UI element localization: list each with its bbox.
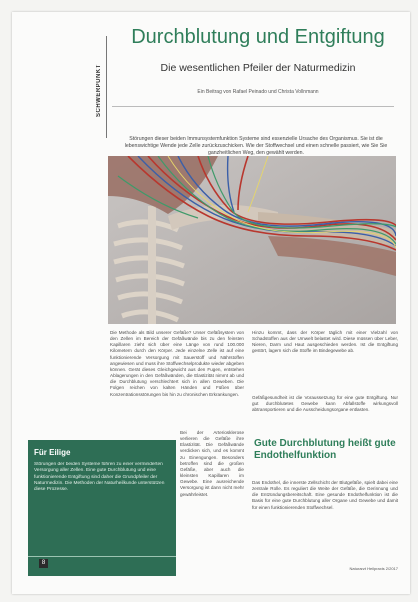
article-title: Durchblutung und Entgiftung [131,26,385,48]
infobox-title: Für Eilige [34,448,71,457]
section-divider [106,36,107,138]
body-column-2-paragraph-3: Das Endothel, die innerste Zellschicht der Blutgefäße, spielt dabei eine zentrale Rolle. Es reguliert die Weite der Gefäße, die Gerinnung und die Entzündungsbereitschaft. Eine gesunde Endothelfunktion ist die Basis für eine gute Durchblutung aller Organe und Gewebe und damit für einen funktionierenden Stoffwechsel. [252,480,398,510]
body-column-2-paragraph-2: Gefäßgesundheit ist die Voraussetzung für eine gute Entgiftung. Nur gut durchblutetes Gewebe kann Abfallstoffe wirkungsvoll abtransportieren und die Ausscheidungsorgane entlasten. [252,395,398,413]
journal-footer: Naturarzt Heilpraxis 2/2017 [349,566,398,571]
page-number: 8 [39,559,48,568]
magazine-page [12,12,410,594]
body-column-1-continued: Bei der Arteriosklerose verlieren die Gefäße ihre Elastizität. Die Gefäßwände verdicken sich, und es kommt zu Einengungen. Besonders betroffen sind die großen Gefäße, aber auch die kleinsten Kapillaren im Gewebe. Eine ausreichende Versorgung ist dann nicht mehr gewährleistet. [180,430,244,497]
summary-infobox [28,440,176,576]
section-tag: SCHWERPUNKT [96,64,102,118]
article-subtitle: Die wesentlichen Pfeiler der Naturmedizin [160,62,356,74]
anatomy-vessels-image [108,156,396,324]
header-divider [112,106,394,107]
body-column-1: Die Methode als Bild unserer Gefäße? Unser Gefäßsystem von den Zellen im Bereich der Gefäßwände bis zu den feinsten Kapillaren zieht sich über eine Länge von rund 100.000 Kilometern durch den Körper. Jede einzelne Zelle ist auf eine funktionierende Versorgung mit Sauerstoff und Nährstoffen angewiesen und muss ihre Stoffwechselprodukte wieder abgeben können. Gerät dieses Gleichgewicht aus den Fugen, entstehen Ablagerungen in den Gefäßwänden, die Elastizität nimmt ab und die Durchblutung verschlechtert sich in allen Geweben. Die Folgen reichen von kalten Händen und Füßen über Konzentrationsstörungen bis hin zu chronischen Erkrankungen. [110,330,244,397]
section-subheading: Gute Durchblutung heißt gute Endothelfunktion [254,438,396,461]
infobox-divider [28,556,176,557]
anatomy-illustration [108,156,396,324]
article-lead: Störungen dieser beiden Immunsystemfunktion Systeme sind essenzielle Ursache des Organismus. Sie ist die lebenswichtige Wende jede Zelle zurückzuschicken. Wie der Stoffwechsel und einen schnelle passiert, wie Sie Sie ganzheitlichen Weg, den gewählt werden. [124,136,388,157]
infobox-text: Störungen der beiden Systeme führen zu einer verminderten Versorgung aller Zellen. Eine gute Durchblutung und eine funktionierende Entgiftung sind daher die Grundpfeiler der Naturmedizin. Die Methoden der Naturheilkunde unterstützen diese Prozesse. [34,462,165,493]
article-byline: Ein Beitrag von Rafael Peinado und Christa Vollnmann [197,89,319,95]
body-column-2-paragraph-1: Hinzu kommt, dass der Körper täglich mit einer Vielzahl von Schadstoffen aus der Umwelt belastet wird. Diese müssen über Leber, Nieren, Darm und Haut ausgeschieden werden. Ist die Entgiftung gestört, lagern sich die Stoffe im Bindegewebe ab. [252,330,398,354]
